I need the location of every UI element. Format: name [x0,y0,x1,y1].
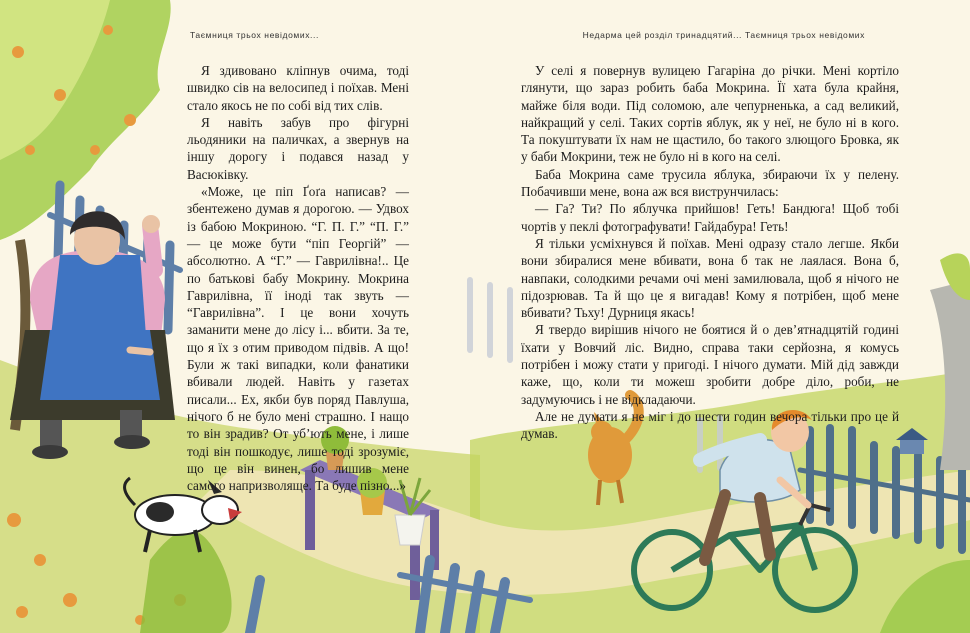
paragraph: У селі я повернув вулицею Гагаріна до річки. Мені кортіло глянути, що зараз робить баба Мокрина. Її хата була крайня, майже біля води. Під соломою, але чепурненька, а сад великий, найкращий у селі. Таких сортів яблук, як у неї, не було ні в кого. Та покуштувати їх нам не щастило, бо такого злющого Бровка, як у баби Мокрини, теж не було ні в кого на селі. [521,63,899,165]
paragraph: Я навіть забув про фігурні льодяники на паличках, а звернув на іншу дорогу і подався назад у Васюківку. [187,114,409,182]
right-page-text [521,62,899,443]
paragraph: Я твердо вирішив нічого не боятися й о дев’ятнадцятій годині їхати у Вовчий ліс. Видно, справа таки серйозна, я комусь потрібен і можу стати у пригоді. І нічого думати. Мій дід завжди каже, що, коли ти можеш зробити добре діло, роби, не задумуючись і не відкладаючи. [521,322,899,407]
paragraph: Я здивовано кліпнув очима, тоді швидко сів на велосипед і поїхав. Мені стало якось не по собі від тих слів. [187,63,409,113]
paragraph: Але не думати я не міг і до шести годин вечора тільки про це й думав. [521,408,899,442]
paragraph: — Га? Ти? По яблучка прийшов! Геть! Бандюга! Щоб тобі чортів у пеклі фотографувати! Гайдабура! Геть! [521,201,899,234]
paragraph: Я тільки усміхнувся й поїхав. Мені одразу стало легше. Якби вони збиралися мене вбивати, вона б так не лаялася. Вона б, навпаки, солодкими речами очі мені замилювала, щоб я нічого не підозрював. Та й що це я вигадав! Кому я потрібен, щоб мене вбивати? Тьху! Дурниця якась! [521,235,899,321]
paragraph: «Може, це піп Ґоґа написав? — збентежено думав я дорогою. — Удвох із бабою Мокриною. “Г. П. Г.” “П. Г.” — це може бути “піп Георгій” — абсолютно. А “Г.” — Гаврилівна!.. Це по батькові бабу Мокрину. Мокрина Гаврилівна, її іноді так звуть — “Гаврилівна”. І це вони хочуть заманити мене до лісу і... вбити. За те, що я їх з отим приводом підвів. А що! Були ж такі випадки, коли фанатики вбивали людей. Навіть у газетах писали... Ех, якби був поряд Павлуша, нічого б не було мені страшно. І нащо то він зрадив? От уб’ють мене, і лише тоді він пошкодує, лише тоді зрозуміє, що це він винен, бо лишив мене самого напризволяще. Та буде пізно...» [187,184,409,494]
left-page-text [187,62,409,494]
running-header-right: Недарма цей розділ тринадцятий... Таємниця трьох невідомих [582,30,865,40]
running-header-left: Таємниця трьох невідомих... [190,30,319,40]
paragraph: Баба Мокрина саме трусила яблука, збираючи їх у пелену. Побачивши мене, вона аж вся виструнчилась: [521,166,899,200]
